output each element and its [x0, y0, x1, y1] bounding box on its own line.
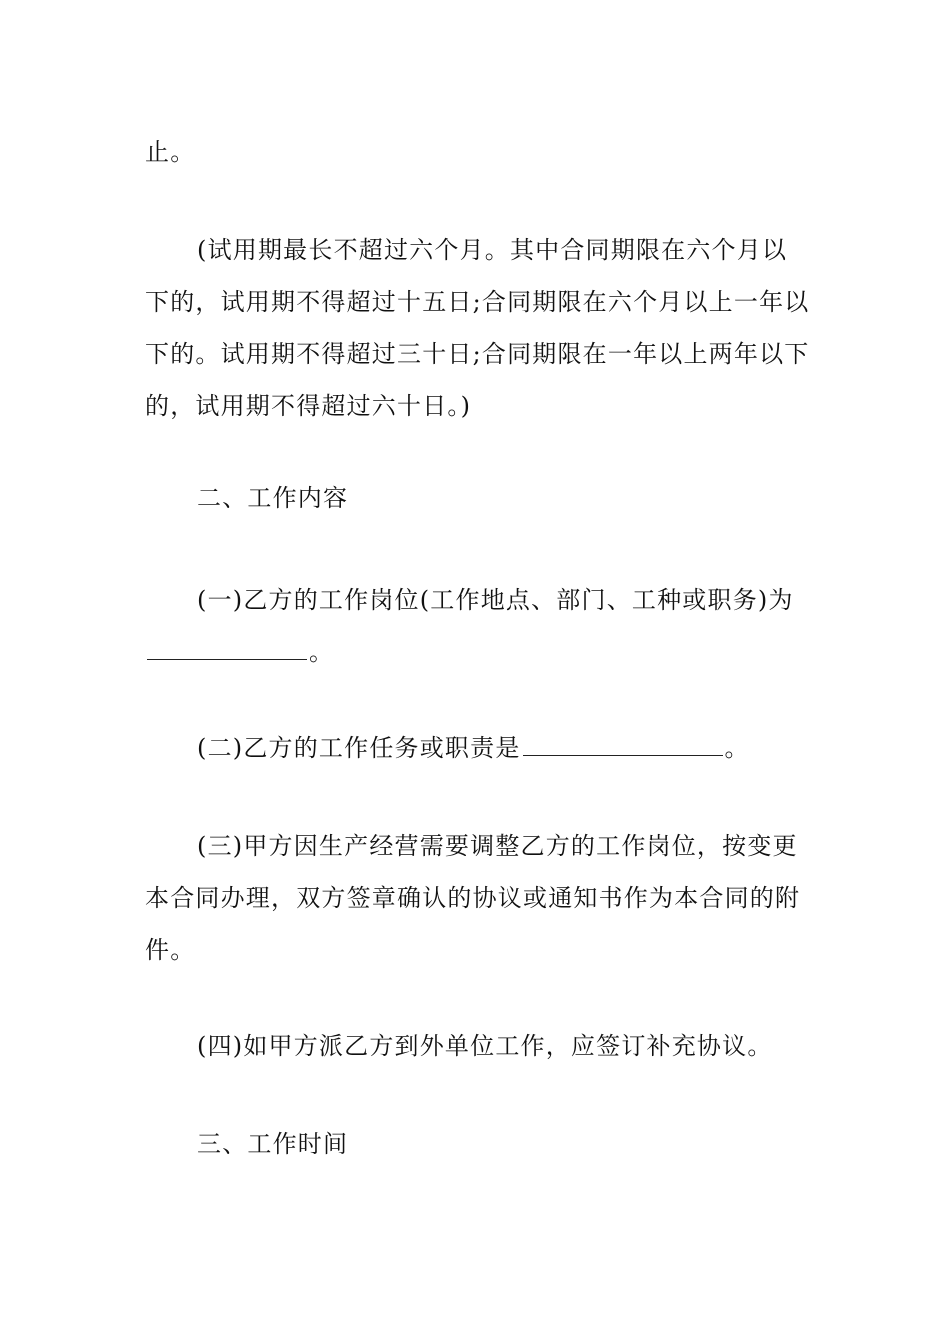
work-position-end: 。 [309, 638, 335, 666]
work-duties-text: (二)乙方的工作任务或职责是 [197, 734, 521, 762]
work-duties-blank [523, 735, 723, 756]
section-heading-work-time: 三、工作时间 [197, 1130, 349, 1158]
work-position-text: (一)乙方的工作岗位(工作地点、部门、工种或职务)为 [197, 586, 794, 614]
work-position-blank [147, 639, 307, 660]
paragraph-continuation: 止。 [145, 138, 196, 166]
paragraph-work-position [145, 574, 810, 678]
paragraph-position-adjustment: (三)甲方因生产经营需要调整乙方的工作岗位，按变更本合同办理，双方签章确认的协议或通知书作为本合同的附件。 [145, 832, 801, 964]
section-heading-work-content: 二、工作内容 [197, 484, 349, 512]
paragraph-probation-note: (试用期最长不超过六个月。其中合同期限在六个月以下的，试用期不得超过十五日;合同期限在六个月以上一年以下的。试用期不得超过三十日;合同期限在一年以上两年以下的，试用期不得超过六十日。) [145, 236, 810, 420]
paragraph-external-assignment: (四)如甲方派乙方到外单位工作，应签订补充协议。 [197, 1032, 773, 1060]
work-duties-end: 。 [724, 734, 750, 762]
paragraph-work-duties [145, 722, 810, 774]
